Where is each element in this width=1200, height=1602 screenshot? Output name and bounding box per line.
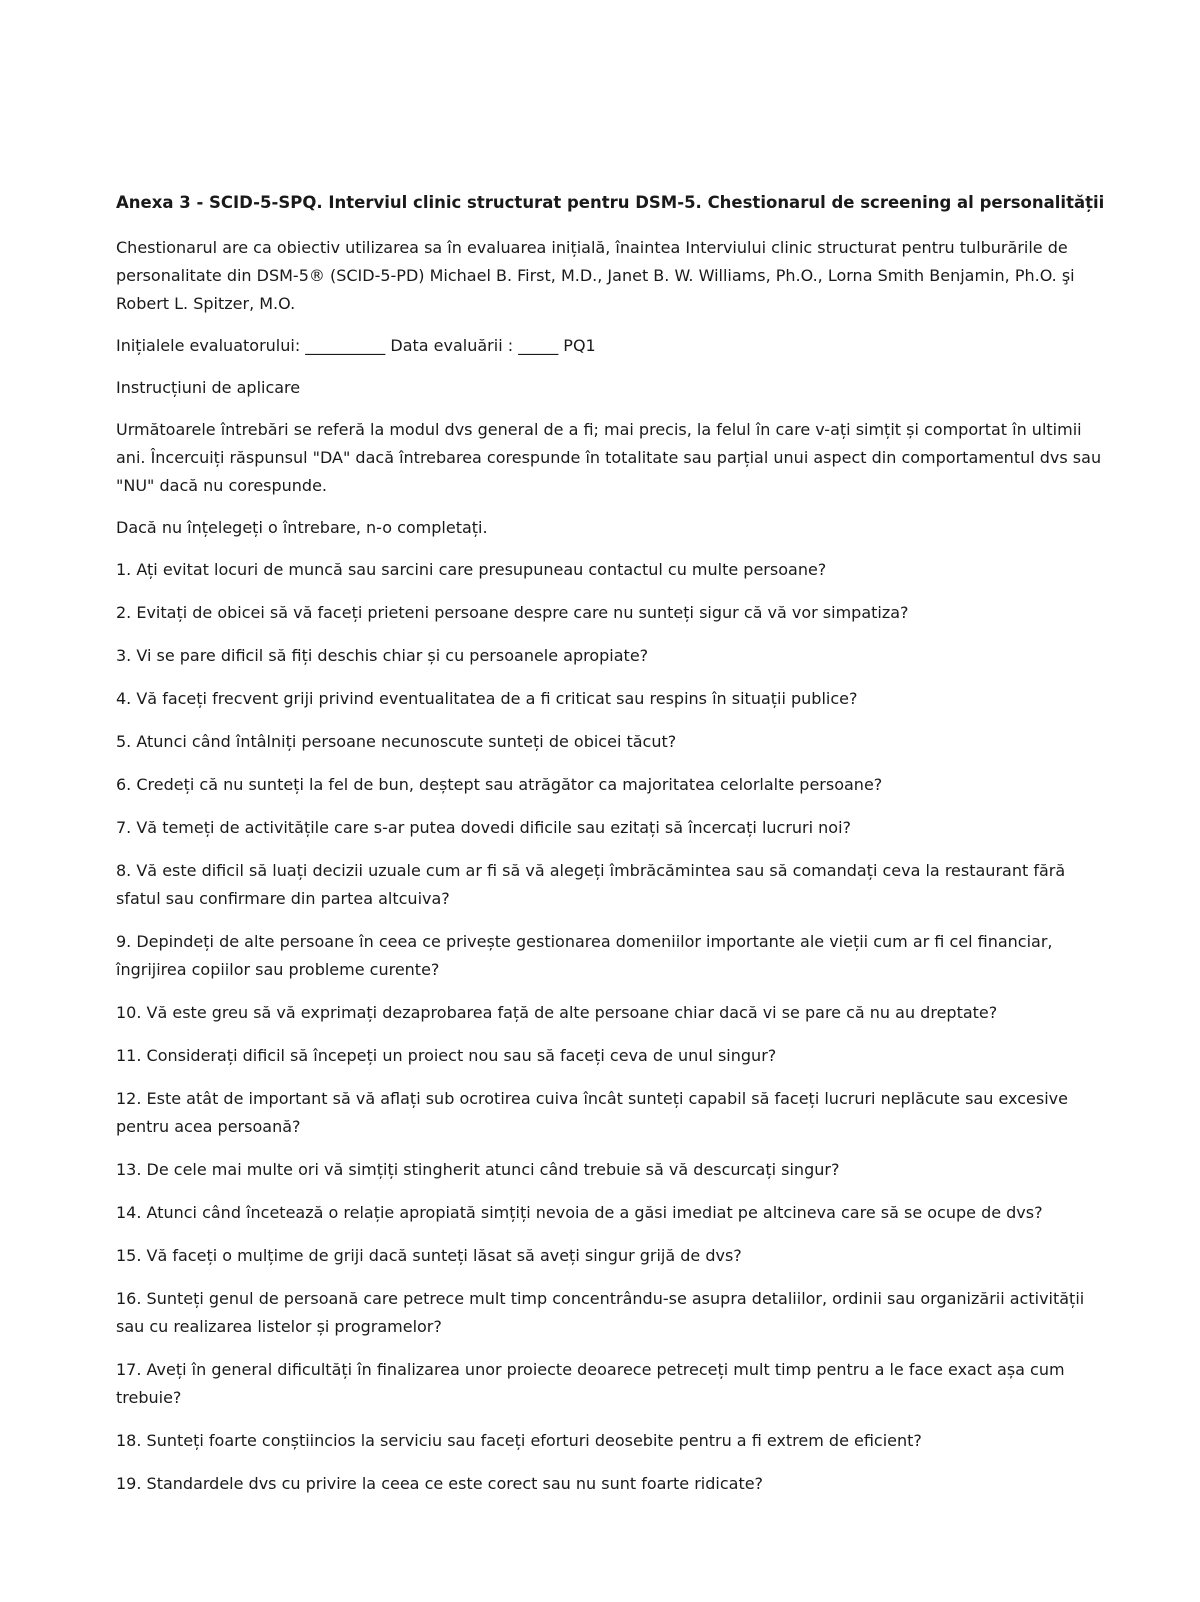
question-item: 3. Vi se pare dificil să fiți deschis chiar și cu persoanele apropiate? [116, 646, 649, 665]
question-item: 19. Standardele dvs cu privire la ceea ce este corect sau nu sunt foarte ridicate? [116, 1474, 764, 1493]
document-page [116, 190, 1106, 1513]
question-item: 14. Atunci când încetează o relație apropiată simțiți nevoia de a găsi imediat pe altcineva care să se ocupe de dvs? [116, 1203, 1043, 1222]
question-item: 6. Credeți că nu sunteți la fel de bun, deștept sau atrăgător ca majoritatea celorlalte persoane? [116, 775, 883, 794]
question-item: 7. Vă temeți de activitățile care s-ar putea dovedi dificile sau ezitați să încercați lucruri noi? [116, 818, 852, 837]
evaluator-line: Inițialele evaluatorului: __________ Data evaluării : _____ PQ1 [116, 336, 596, 355]
question-item: 13. De cele mai multe ori vă simțiți stingherit atunci când trebuie să vă descurcați singur? [116, 1160, 840, 1179]
question-item: 1. Ați evitat locuri de muncă sau sarcini care presupuneau contactul cu multe persoane? [116, 560, 827, 579]
document-title: Anexa 3 - SCID-5-SPQ. Interviul clinic structurat pentru DSM-5. Chestionarul de screening al personalității [116, 193, 1105, 212]
question-item: 15. Vă faceți o mulțime de griji dacă sunteți lăsat să aveți singur grijă de dvs? [116, 1246, 742, 1265]
instructions-paragraph: Următoarele întrebări se referă la modul dvs general de a fi; mai precis, la felul în care v-ați simțit și comportat în ultimii ani. Încercuiți răspunsul "DA" dacă întrebarea corespunde în totalitate sau parțial unui aspect din comportamentul dvs sau "NU" dacă nu corespunde. [116, 420, 1102, 495]
question-item: 16. Sunteți genul de persoană care petrece mult timp concentrându-se asupra detaliilor, ordinii sau organizării activității sau cu realizarea listelor și programelor? [116, 1289, 1085, 1336]
instructions-heading: Instrucțiuni de aplicare [116, 378, 301, 397]
question-item: 8. Vă este dificil să luați decizii uzuale cum ar fi să vă alegeți îmbrăcămintea sau să comandați ceva la restaurant fără sfatul sau confirmare din partea altcuiva? [116, 861, 1066, 908]
question-item: 9. Depindeți de alte persoane în ceea ce privește gestionarea domeniilor importante ale vieții cum ar fi cel financiar, îngrijirea copiilor sau probleme curente? [116, 932, 1053, 979]
question-item: 18. Sunteți foarte conștiincios la serviciu sau faceți eforturi deosebite pentru a fi extrem de eficient? [116, 1431, 922, 1450]
note-paragraph: Dacă nu înțelegeți o întrebare, n-o completați. [116, 518, 488, 537]
question-item: 10. Vă este greu să vă exprimați dezaprobarea față de alte persoane chiar dacă vi se pare că nu au dreptate? [116, 1003, 998, 1022]
intro-paragraph: Chestionarul are ca obiectiv utilizarea sa în evaluarea inițială, înaintea Interviului clinic structurat pentru tulburările de personalitate din DSM-5® (SCID-5-PD) Michael B. First, M.D., Janet B. W. Williams, Ph.O., Lorna Smith Benjamin, Ph.O. şi Robert L. Spitzer, M.O. [116, 238, 1075, 313]
question-item: 2. Evitați de obicei să vă faceți prieteni persoane despre care nu sunteți sigur că vă vor simpatiza? [116, 603, 909, 622]
question-item: 4. Vă faceți frecvent griji privind eventualitatea de a fi criticat sau respins în situații publice? [116, 689, 858, 708]
question-item: 11. Considerați dificil să începeți un proiect nou sau să faceți ceva de unul singur? [116, 1046, 777, 1065]
question-item: 5. Atunci când întâlniți persoane necunoscute sunteți de obicei tăcut? [116, 732, 677, 751]
question-item: 12. Este atât de important să vă aflați sub ocrotirea cuiva încât sunteți capabil să faceți lucruri neplăcute sau excesive pentru acea persoană? [116, 1089, 1068, 1136]
question-item: 17. Aveți în general dificultăți în finalizarea unor proiecte deoarece petreceți mult timp pentru a le face exact așa cum trebuie? [116, 1360, 1065, 1407]
